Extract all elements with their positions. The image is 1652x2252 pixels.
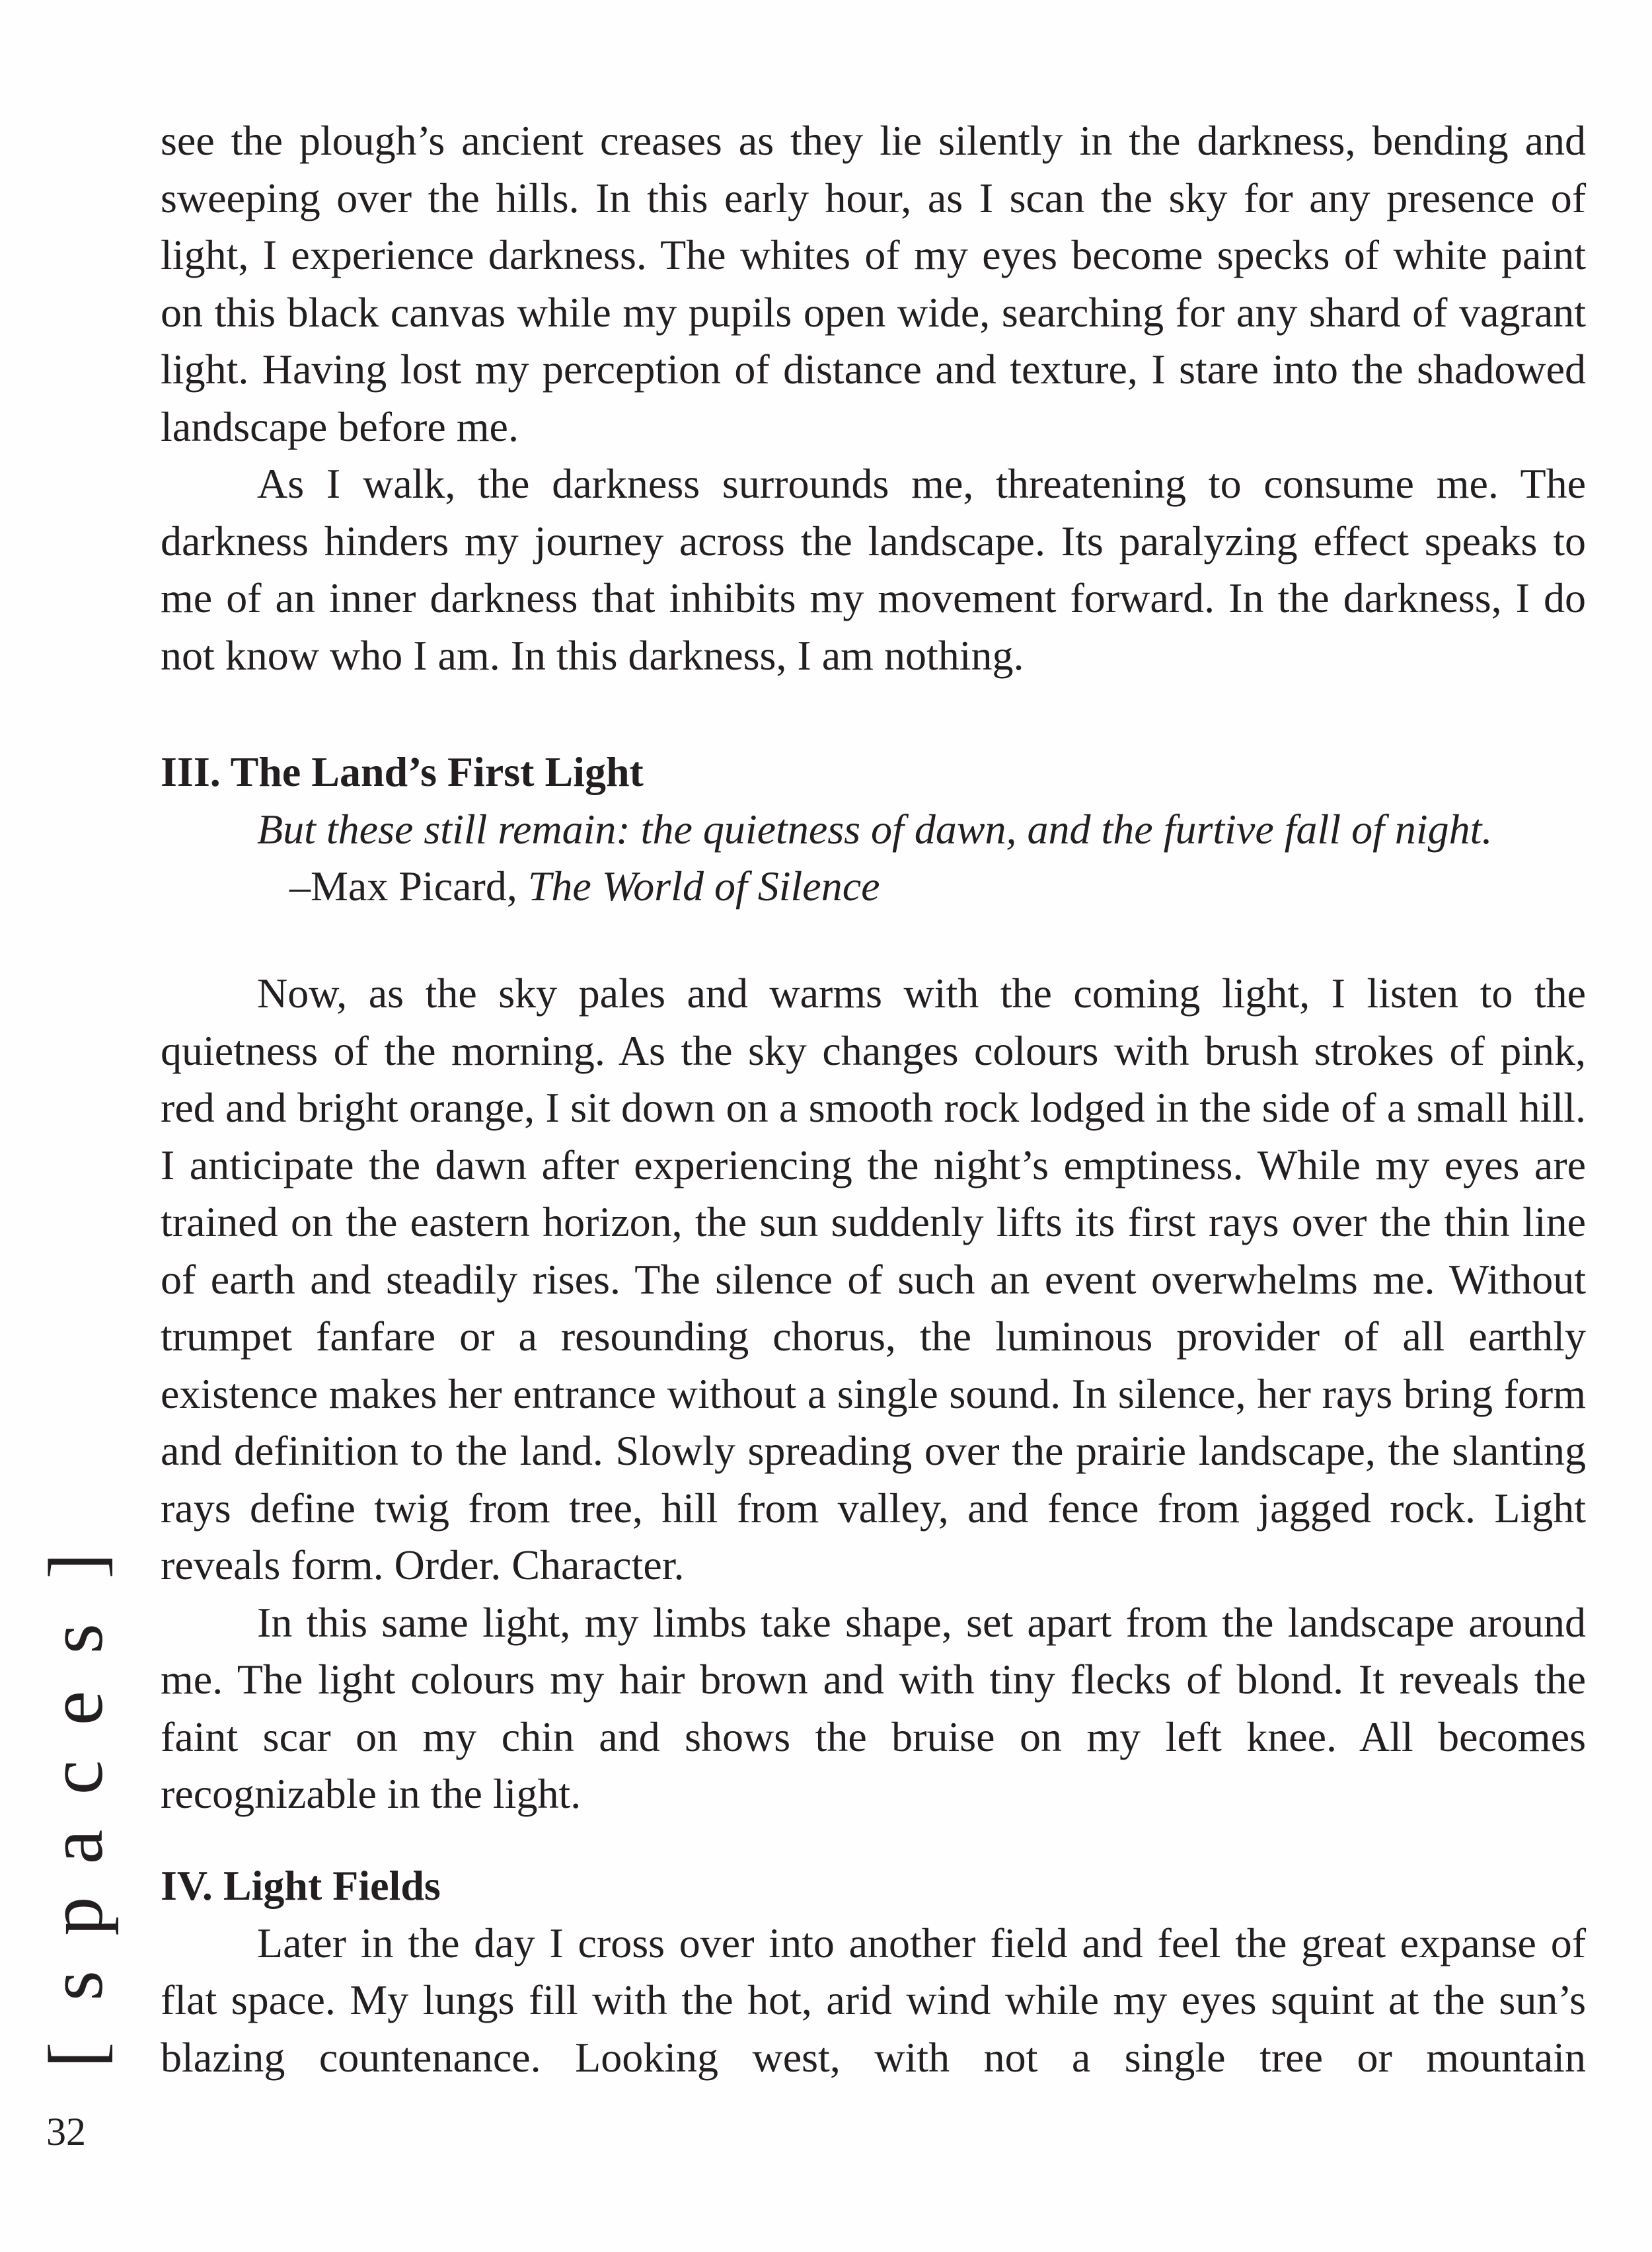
attribution-author: –Max Picard, — [289, 863, 528, 910]
section-2-continuation — [161, 112, 1586, 684]
paragraph-dawn: Now, as the sky pales and warms with the coming light, I listen to the quietness of the morning. As the sky changes colours with brush strokes of pink, red and bright orange, I sit down on a smooth rock lodged in the side of a small hill. I anticipate the dawn after experiencing the night’s emptiness. While my eyes are trained on the eastern horizon, the sun suddenly lifts its first rays over the thin line of earth and steadily rises. The silence of such an event overwhelms me. Without trumpet fanfare or a resounding chorus, the luminous provider of all earthly existence makes her entrance without a single sound. In silence, her rays bring form and definition to the land. Slowly spreading over the prairie landscape, the slanting rays define twig from tree, hill from valley, and fence from jagged rock. Light reveals form. Order. Character. — [161, 970, 1586, 1588]
running-title-glyph: a — [32, 1829, 119, 1865]
section-heading-first-light: III. The Land’s First Light — [161, 748, 644, 795]
running-title-glyph: p — [32, 1896, 119, 1936]
running-title-glyph: s — [32, 1970, 119, 2001]
section-heading-light-fields: IV. Light Fields — [161, 1862, 441, 1909]
running-title-glyph: e — [32, 1690, 119, 1726]
running-title-spaces — [32, 1507, 119, 2089]
paragraph-darkness-landscape: see the plough’s ancient creases as they lie silently in the darkness, bending and sweeping over the hills. In this early hour, as I scan the sky for any presence of light, I experience darkness. The whites of my eyes become specks of white paint on this black canvas while my pupils open wide, searching for any shard of vagrant light. Having lost my perception of distance and texture, I stare into the shadowed landscape before me. — [161, 117, 1586, 450]
running-title-glyph: c — [32, 1760, 119, 1795]
paragraph-limbs-take-shape: In this same light, my limbs take shape, set apart from the landscape around me. The light colours my hair brown and with tiny flecks of blond. It reveals the faint scar on my chin and shows the bruise on my left knee. All becomes recognizable in the light. — [161, 1598, 1586, 1817]
epigraph-attribution — [161, 858, 1586, 915]
running-title-glyph: s — [32, 1623, 119, 1654]
paragraph-flat-space: Later in the day I cross over into another field and feel the great expanse of flat space. My lungs fill with the hot, arid wind while my eyes squint at the sun’s blazing countenance. Looking west, with not a single tree or mountain — [161, 1919, 1586, 2081]
attribution-work-title: The World of Silence — [527, 863, 880, 910]
running-title-glyph: [ — [32, 2042, 119, 2068]
section-3-header — [161, 744, 1586, 915]
page-number: 32 — [46, 2110, 86, 2154]
paragraph-inner-darkness: As I walk, the darkness surrounds me, threatening to consume me. The darkness hinders my journey across the landscape. Its paralyzing effect speaks to me of an inner darkness that inhibits my movement forward. In the darkness, I do not know who I am. In this darkness, I am nothing. — [161, 460, 1586, 679]
epigraph-quote: But these still remain: the quietness of dawn, and the furtive fall of night. — [257, 805, 1493, 853]
section-4 — [161, 1857, 1586, 2086]
running-title-glyph: ] — [32, 1553, 119, 1579]
section-3-body — [161, 965, 1586, 1823]
